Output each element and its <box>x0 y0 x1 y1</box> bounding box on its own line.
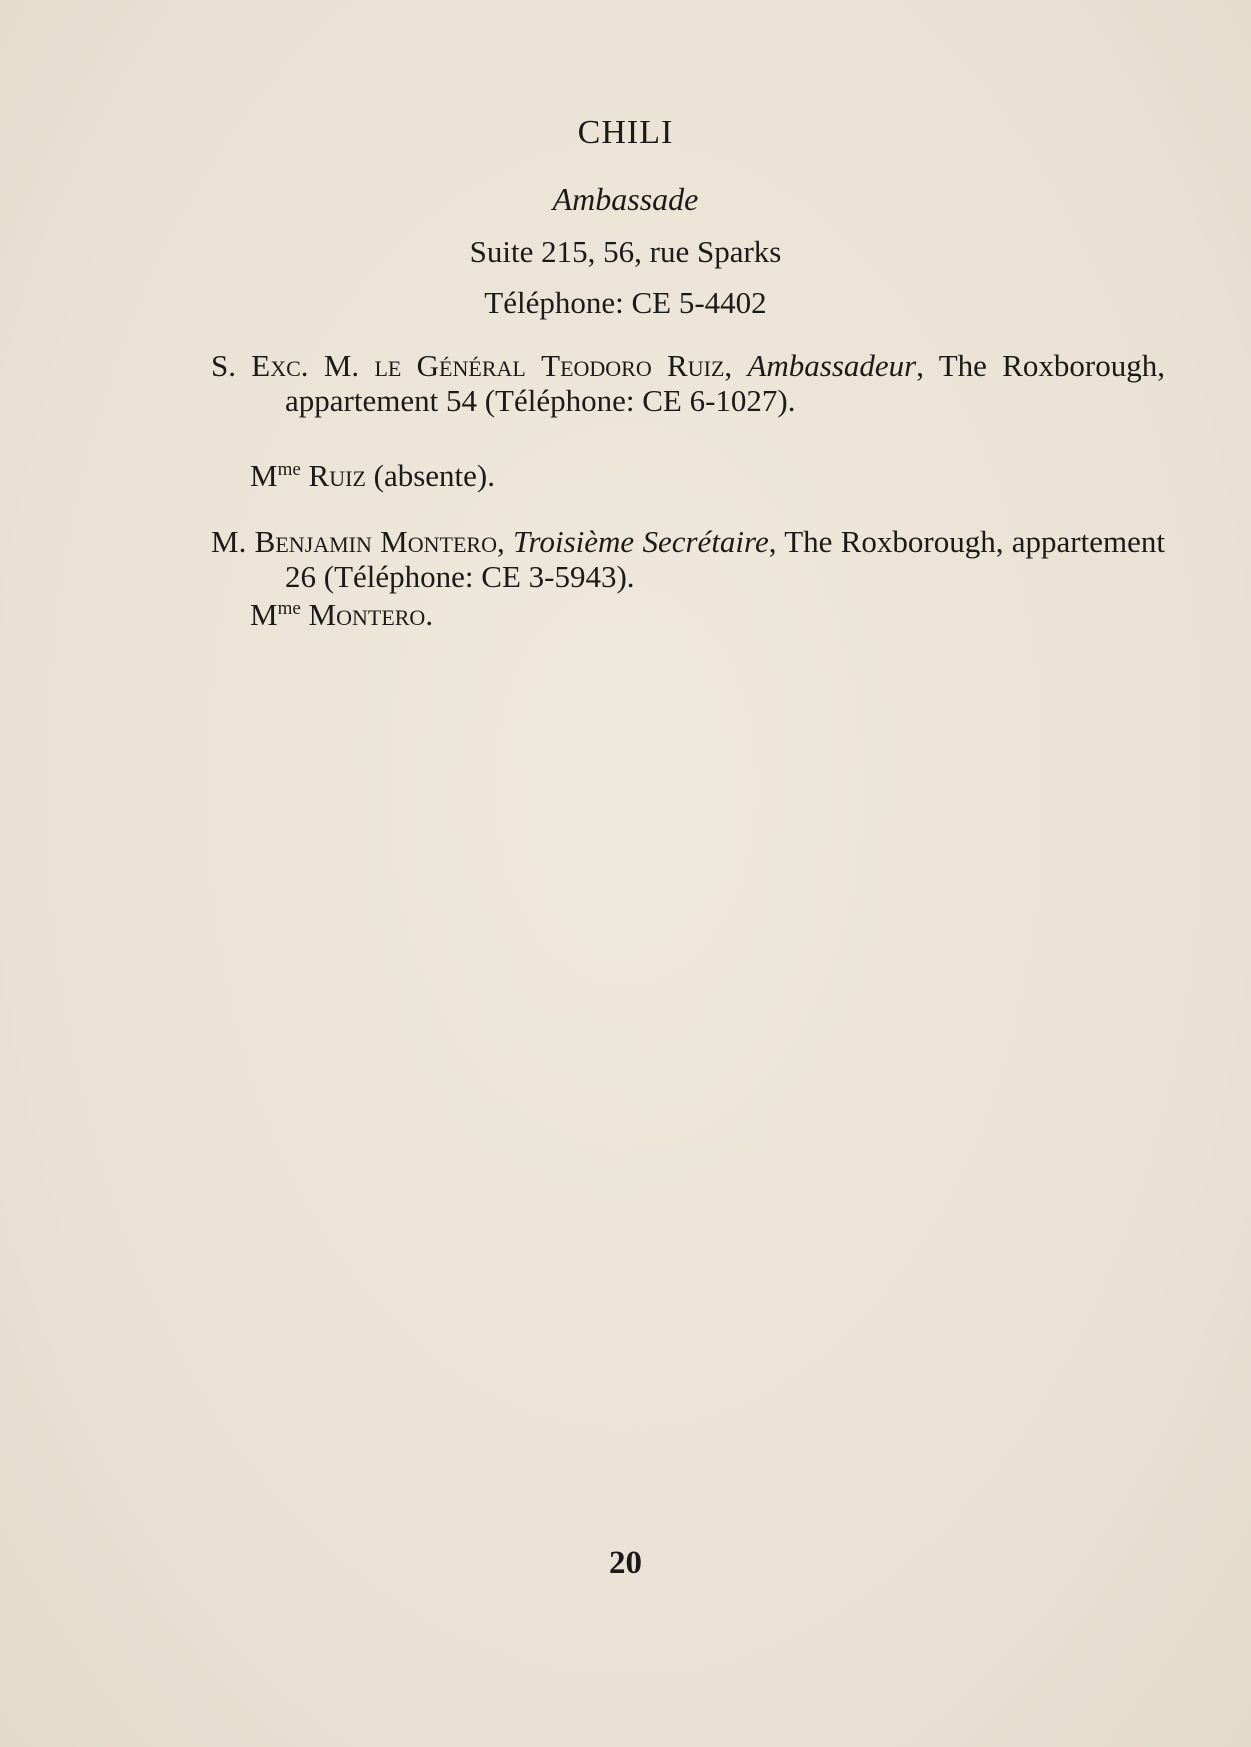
spouse-honorific: M <box>250 597 278 632</box>
entry-title: S. Exc. M. le Général <box>211 348 526 383</box>
spouse-name: Ruiz <box>308 458 366 493</box>
entry-details: The Roxborough, appartement 54 (Téléphone: CE 6-1027). <box>285 348 1165 418</box>
entry-third-secretary: M. Benjamin Montero, Troisième Secrétaire, The Roxborough, appartement 26 (Téléphone: CE 3-5943). <box>211 524 1165 594</box>
embassy-address: Suite 215, 56, rue Sparks <box>469 234 782 269</box>
spouse-ambassador <box>250 458 495 494</box>
entry-name: Benjamin Montero <box>254 524 497 559</box>
spouse-honorific-sup: me <box>277 598 301 619</box>
entry-rank: Ambassadeur <box>747 348 917 383</box>
page-number: 20 <box>609 1545 642 1581</box>
spouse-honorific-sup: me <box>277 459 301 480</box>
mission-type: Ambassade <box>552 181 699 217</box>
spouse-name: Montero <box>308 597 426 632</box>
spouse-note: . <box>425 597 434 632</box>
embassy-telephone: Téléphone: CE 5-4402 <box>484 285 767 320</box>
spouse-honorific: M <box>250 458 278 493</box>
entry-details: The Roxborough, appartement 26 (Téléphone: CE 3-5943). <box>285 524 1165 594</box>
entry-title: M. <box>211 524 247 559</box>
spouse-note: (absente). <box>373 458 495 493</box>
entry-rank: Troisième Secrétaire <box>513 524 769 559</box>
entry-ambassador: S. Exc. M. le Général Teodoro Ruiz, Ambassadeur, The Roxborough, appartement 54 (Téléphone: CE 6-1027). <box>211 348 1165 418</box>
country-title: CHILI <box>577 114 674 151</box>
spouse-third-secretary <box>250 597 433 633</box>
entry-name: Teodoro Ruiz <box>541 348 725 383</box>
